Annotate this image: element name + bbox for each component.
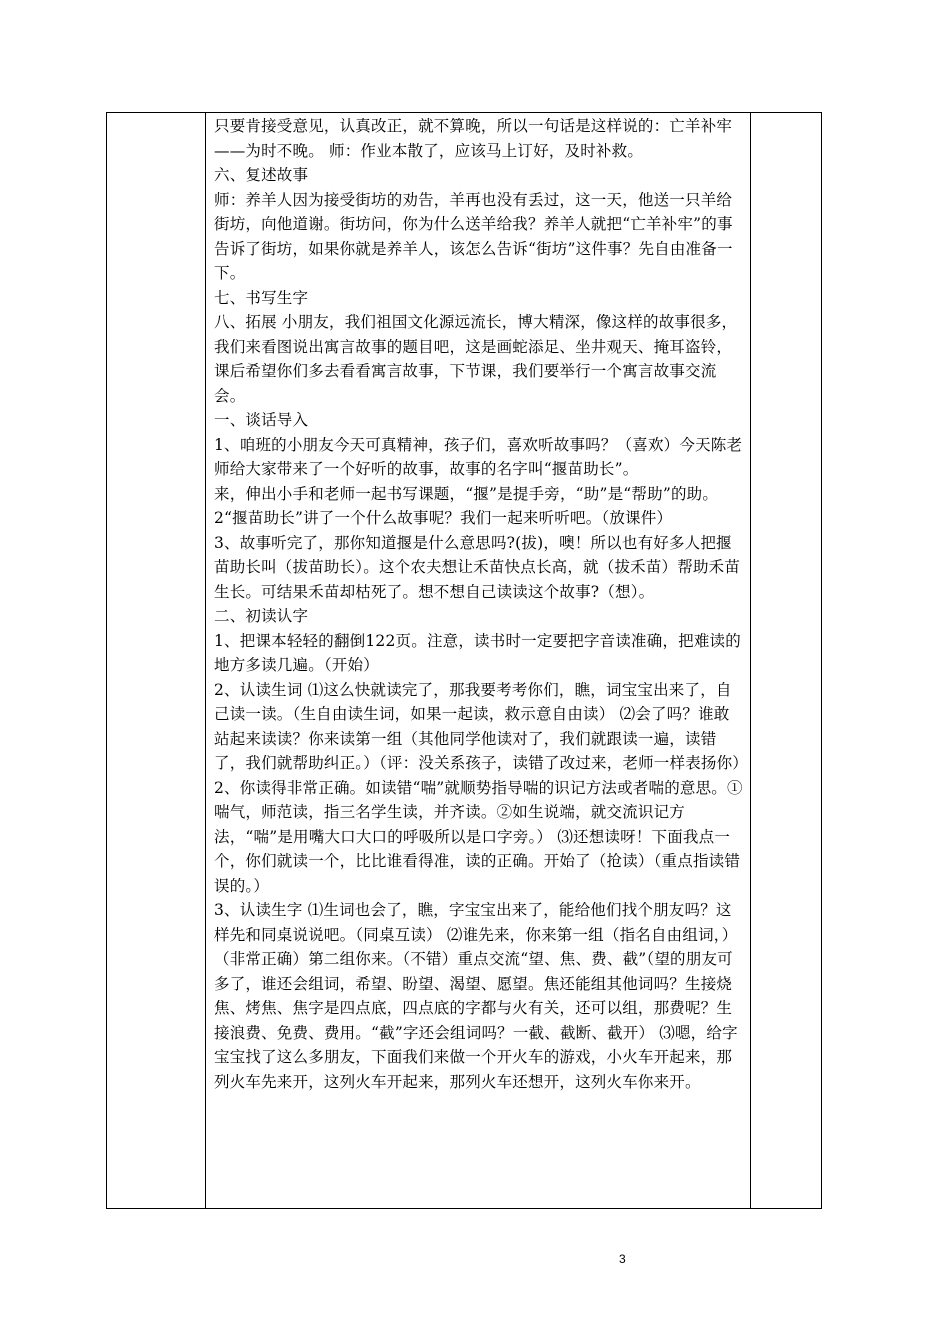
paragraph: 1、咱班的小朋友今天可真精神，孩子们，喜欢听故事吗？（喜欢）今天陈老师给大家带来了一个好听的故事，故事的名字叫“揠苗助长”。 bbox=[214, 435, 743, 478]
page-number: 3 bbox=[619, 1252, 626, 1266]
paragraph: 3、认读生字 ⑴生词也会了，瞧，字宝宝出来了，能给他们找个朋友吗？这样先和同桌说说吧。（同桌互读） ⑵谁先来，你来第一组（指名自由组词，）（非常正确）第二组你来。（不错）重点交流“望、焦、费、截”（望的朋友可多了，谁还会组词，希望、盼望、渴望、愿望。焦还能组其他词吗？生接烧焦、烤焦、焦字是四点底，四点底的字都与火有关，还可以组，那费呢？生接浪费、免费、费用。“截”字还会组词吗？一截、截断、截开） ⑶嗯，给字宝宝找了这么多朋友，下面我们来做一个开火车的游戏，小火车开起来，那列火车先来开，这列火车开起来，那列火车还想开，这列火车你来开。 bbox=[214, 901, 738, 1091]
section-heading: 二、初读认字 bbox=[214, 607, 309, 625]
left-column-cell bbox=[107, 113, 206, 1208]
paragraph: 2、认读生词 ⑴这么快就读完了，那我要考考你们，瞧，词宝宝出来了，自己读一读。（生自由读生词，如果一起读，救示意自由读） ⑵会了吗？谁敢站起来读读？你来读第一组（其他同学他读对了，我们就跟读一遍，读错了，我们就帮助纠正。）（评：没关系孩子，读错了改过来，老师一样表扬你） bbox=[214, 680, 749, 772]
paragraph: 3、故事听完了，那你知道揠是什么意思吗?(拔)，噢！所以也有好多人把揠苗助长叫（拔苗助长）。这个农夫想让禾苗快点长高，就（拔禾苗）帮助禾苗生长。可结果禾苗却枯死了。想不想自己读读这个故事?（想）。 bbox=[214, 533, 741, 601]
paragraph: 师：养羊人因为接受街坊的劝告，羊再也没有丢过，这一天，他送一只羊给街坊，向他道谢。街坊问，你为什么送羊给我？养羊人就把“亡羊补牢”的事告诉了街坊，如果你就是养羊人，该怎么告诉“街坊”这件事？先自由准备一下。 bbox=[214, 190, 733, 282]
paragraph: 2、你读得非常正确。如读错“喘”就顺势指导喘的识记方法或者喘的意思。①喘气，师范读，指三名学生读，并齐读。②如生说端，就交流识记方法，“喘”是用嘴大口大口的呼吸所以是口字旁。） ⑶还想读呀！下面我点一个，你们就读一个，比比谁看得准，读的正确。开始了（抢读）（重点指读错误的。） bbox=[214, 778, 743, 895]
paragraph: 八、拓展 小朋友，我们祖国文化源远流长，博大精深，像这样的故事很多，我们来看图说出寓言故事的题目吧，这是画蛇添足、坐井观天、掩耳盗铃，课后希望你们多去看看寓言故事，下节课，我们要举行一个寓言故事交流会。 bbox=[214, 313, 738, 405]
section-heading: 一、谈话导入 bbox=[214, 411, 309, 429]
section-heading: 七、书写生字 bbox=[214, 288, 309, 307]
right-column-cell bbox=[750, 113, 821, 1208]
paragraph: 2“揠苗助长”讲了一个什么故事呢？我们一起来听听吧。（放课件） bbox=[214, 509, 673, 527]
section-heading: 六、复述故事 bbox=[214, 166, 309, 184]
paragraph: 来，伸出小手和老师一起书写课题，“揠”是提手旁，“助”是“帮助”的助。 bbox=[214, 484, 719, 503]
paragraph: 只要肯接受意见，认真改正，就不算晚，所以一句话是这样说的：亡羊补牢——为时不晚。 师：作业本散了，应该马上订好，及时补救。 bbox=[214, 117, 733, 160]
lesson-table bbox=[106, 112, 822, 1209]
content-cell bbox=[206, 113, 750, 1208]
paragraph: 1、把课本轻轻的翻倒122页。注意，读书时一定要把字音读准确，把难读的地方多读几遍。（开始） bbox=[214, 631, 741, 674]
